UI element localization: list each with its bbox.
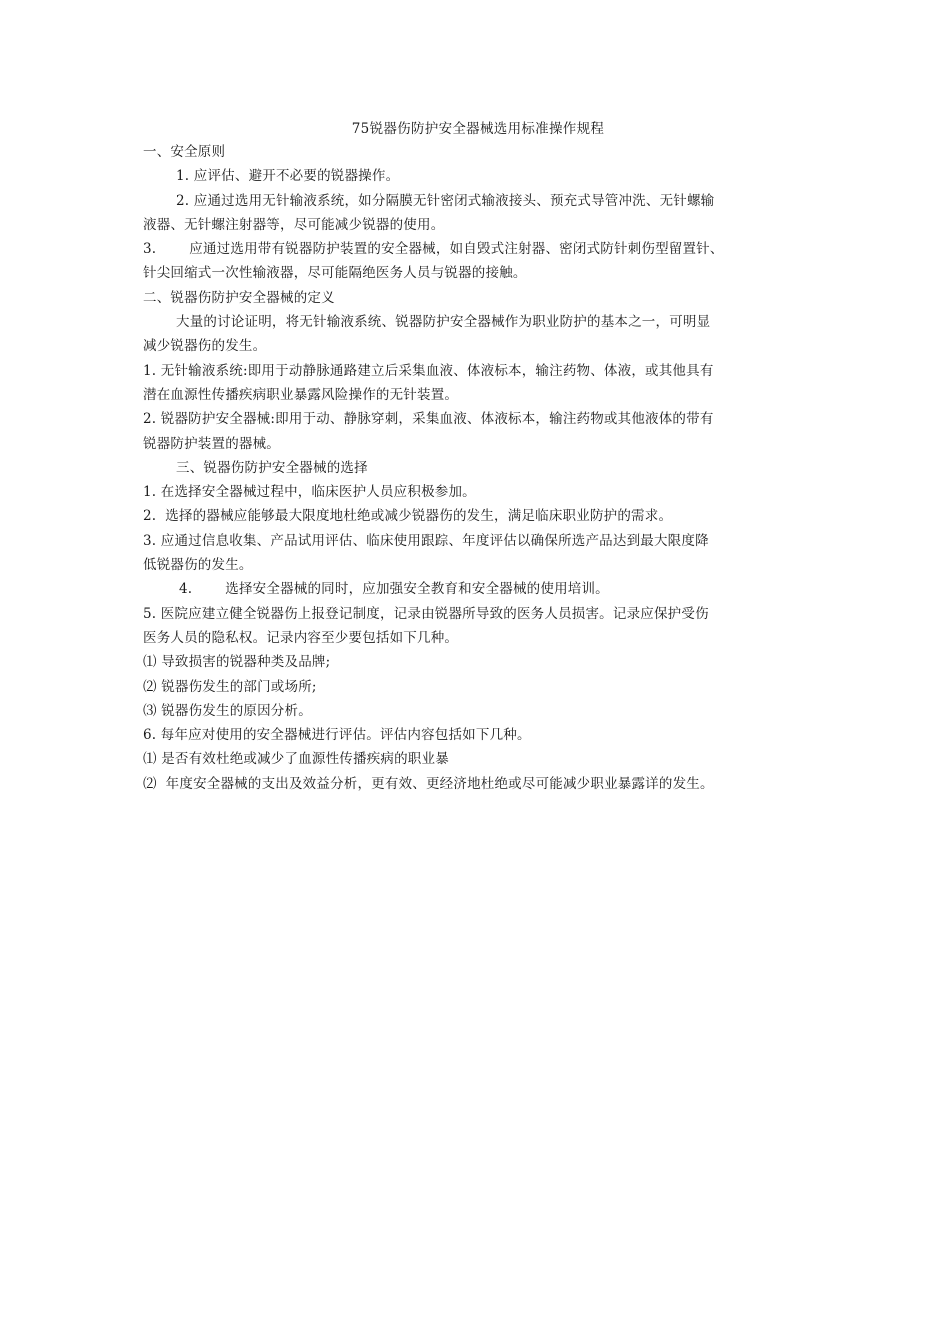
paragraph-line: ⑴ 是否有效杜绝或减少了血源性传播疾病的职业暴	[143, 751, 449, 768]
paragraph-line	[143, 237, 813, 261]
paragraph-line: 液器、无针螺注射器等，尽可能减少锐器的使用。	[143, 216, 445, 233]
paragraph-line: 1. 无针输液系统:即用于动静脉通路建立后采集血液、体液标本，输注药物、体液，或其他具有	[143, 362, 714, 379]
paragraph-line: 1. 应评估、避开不必要的锐器操作。	[176, 168, 400, 185]
paragraph-line: ⑵ 年度安全器械的支出及效益分析，更有效、更经济地杜绝或尽可能减少职业暴露详的发生。	[143, 775, 714, 792]
paragraph-line: 2. 选择的器械应能够最大限度地杜绝或减少锐器伤的发生，满足临床职业防护的需求。	[143, 508, 673, 525]
list-number: 4.	[179, 581, 193, 598]
paragraph-line: 2. 锐器防护安全器械:即用于动、静脉穿刺，采集血液、体液标本，输注药物或其他液体的带有	[143, 411, 714, 428]
paragraph-line: 减少锐器伤的发生。	[143, 338, 267, 355]
paragraph-line: 医务人员的隐私权。记录内容至少要包括如下几种。	[143, 629, 459, 646]
document-page	[143, 118, 813, 796]
paragraph-line: 锐器防护装置的器械。	[143, 435, 280, 452]
paragraph-line: ⑵ 锐器伤发生的部门或场所;	[143, 678, 317, 695]
section-heading: 三、锐器伤防护安全器械的选择	[176, 459, 368, 476]
list-text: 选择安全器械的同时，应加强安全教育和安全器械的使用培训。	[225, 581, 609, 598]
paragraph-line: 2. 应通过选用无针输液系统，如分隔膜无针密闭式输液接头、预充式导管冲洗、无针螺输	[176, 192, 715, 209]
list-number: 3.	[143, 241, 157, 258]
list-text: 应通过选用带有锐器防护装置的安全器械，如自毁式注射器、密闭式防针刺伤型留置针、	[189, 241, 724, 258]
paragraph-line	[143, 577, 813, 601]
paragraph-line: 6. 每年应对使用的安全器械进行评估。评估内容包括如下几种。	[143, 727, 531, 744]
paragraph-line: 5. 医院应建立健全锐器伤上报登记制度，记录由锐器所导致的医务人员损害。记录应保护受伤	[143, 605, 709, 622]
paragraph-line: 低锐器伤的发生。	[143, 557, 253, 574]
paragraph-line: ⑶ 锐器伤发生的原因分析。	[143, 702, 312, 719]
paragraph-line: ⑴ 导致损害的锐器种类及品牌;	[143, 654, 331, 671]
paragraph-line: 大量的讨论证明，将无针输液系统、锐器防护安全器械作为职业防护的基本之一，可明显	[176, 314, 711, 331]
document-title: 75锐器伤防护安全器械选用标准操作规程	[351, 121, 605, 137]
paragraph-line: 1. 在选择安全器械过程中，临床医护人员应积极参加。	[143, 484, 476, 501]
section-heading: 二、锐器伤防护安全器械的定义	[143, 289, 335, 306]
paragraph-line: 潜在血源性传播疾病职业暴露风险操作的无针装置。	[143, 386, 459, 403]
paragraph-line: 针尖回缩式一次性输液器，尽可能隔绝医务人员与锐器的接触。	[143, 265, 527, 282]
paragraph-line: 3. 应通过信息收集、产品试用评估、临床使用跟踪、年度评估以确保所选产品达到最大限度降	[143, 532, 709, 549]
section-heading: 一、安全原则	[143, 144, 226, 160]
